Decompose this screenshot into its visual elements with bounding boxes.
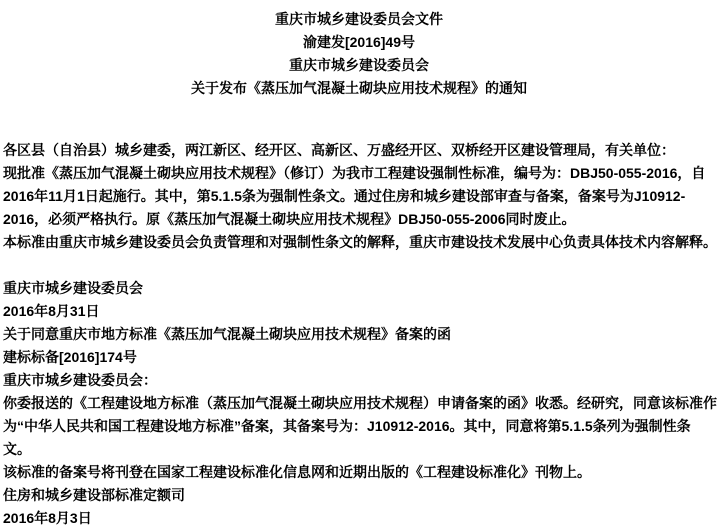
memo-signature-date: 2016年8月3日: [3, 510, 92, 526]
notice-signature-date: 2016年8月31日: [3, 303, 100, 319]
memo-body: [0, 277, 718, 530]
org-file-title: 重庆市城乡建设委员会文件: [275, 11, 443, 27]
file-number: 渝建发[2016]49号: [302, 34, 416, 50]
memo-text-line: 该标准的备案号将刊登在国家工程建设标准化信息网和近期出版的《工程建设标准化》刊物上。: [3, 464, 591, 480]
notice-text-line: 2016年11月1日起施行。其中，第5.1.5条为强制性条文。通过住房和城乡建设部审查与备案，备案号为J10912-: [3, 188, 686, 204]
memo-title: 关于同意重庆市地方标准《蒸压加气混凝土砌块应用技术规程》备案的函: [3, 326, 451, 342]
memo-text-line: 为“中华人民共和国工程建设地方标准”备案，其备案号为：J10912-2016。其中，同意将第5.1.5条列为强制性条: [3, 418, 691, 434]
notice-text-line: 2016，必须严格执行。原《蒸压加气混凝土砌块应用技术规程》DBJ50-055-2006同时废止。: [3, 211, 576, 227]
memo-signature-org: 住房和城乡建设部标准定额司: [3, 487, 185, 503]
notice-text-line: 本标准由重庆市城乡建设委员会负责管理和对强制性条文的解释，重庆市建设技术发展中心负责具体技术内容解释。: [3, 234, 717, 250]
memo-text-line: 文。: [3, 441, 31, 457]
notice-text-line: 现批准《蒸压加气混凝土砌块应用技术规程》（修订）为我市工程建设强制性标准，编号为：DBJ50-055-2016，自: [3, 165, 706, 181]
notice-recipients-line: 各区县（自治县）城乡建委，两江新区、经开区、高新区、万盛经开区、双桥经开区建设管理局，有关单位：: [3, 142, 675, 158]
memo-recipient-line: 重庆市城乡建设委员会：: [3, 372, 157, 388]
notice-signature-org: 重庆市城乡建设委员会: [3, 280, 143, 296]
document-header: [0, 0, 718, 100]
notice-body: [0, 139, 718, 254]
org-name: 重庆市城乡建设委员会: [289, 57, 429, 73]
memo-text-line: 你委报送的《工程建设地方标准（蒸压加气混凝土砌块应用技术规程）申请备案的函》收悉。经研究，同意该标准作: [3, 395, 717, 411]
memo-file-number: 建标标备[2016]174号: [3, 349, 137, 365]
notice-title: 关于发布《蒸压加气混凝土砌块应用技术规程》的通知: [191, 80, 527, 96]
